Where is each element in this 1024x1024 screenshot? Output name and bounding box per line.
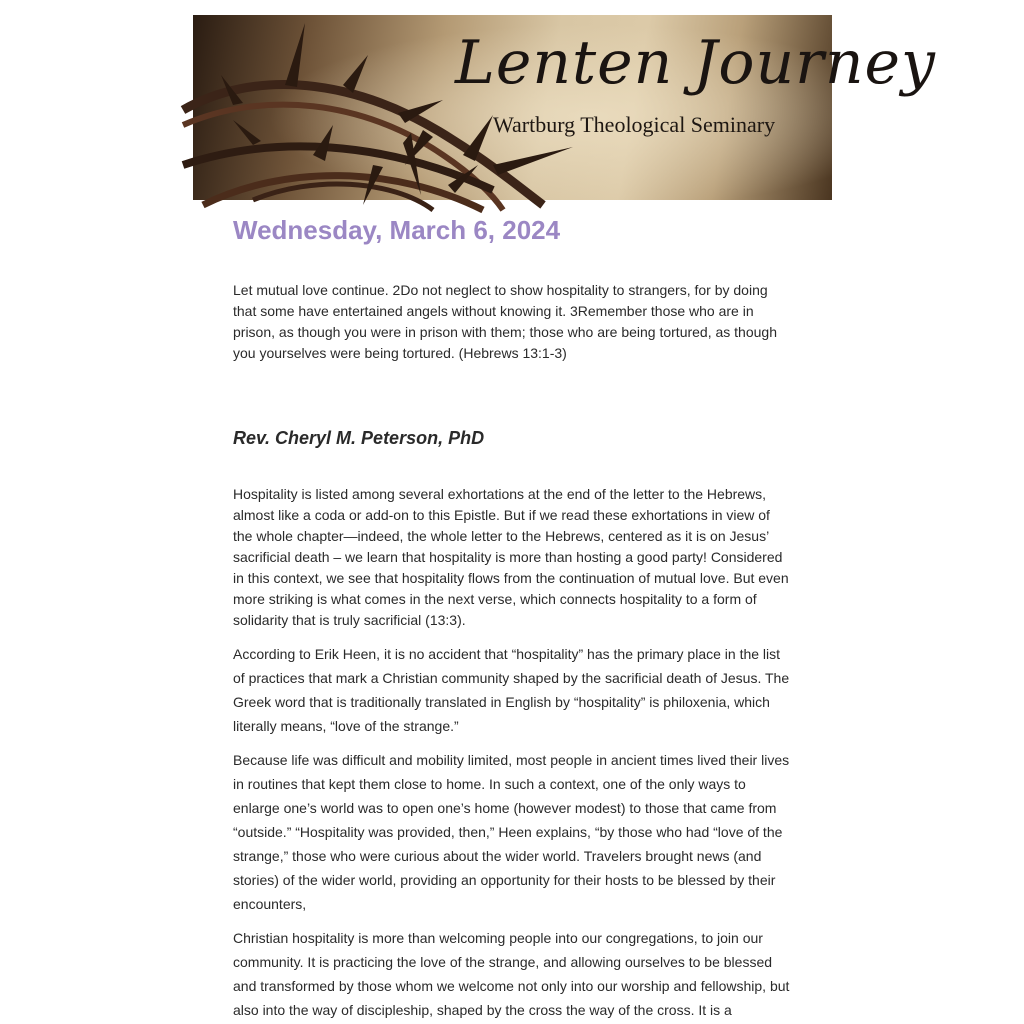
devotional-date: Wednesday, March 6, 2024: [233, 215, 561, 245]
body-paragraph: Hospitality is listed among several exhortations at the end of the letter to the Hebrews, almost like a coda or add-on to this Epistle. But if we read these exhortations in view of the whole chapter—indeed, the whole letter to the Hebrews, centered as it is on Jesus’ sacrificial death – we learn that hospitality is more than hosting a good party! Considered in this context, we see that hospitality flows from the continuation of mutual love. But even more striking is what comes in the next verse, which connects hospitality to a form of solidarity that is truly sacrificial (13:3).: [233, 486, 789, 628]
body-paragraph: According to Erik Heen, it is no accident that “hospitality” has the primary place in the list of practices that mark a Christian community shaped by the sacrificial death of Jesus. The Greek word that is traditionally translated in English by “hospitality” is philoxenia, which literally means, “love of the strange.”: [233, 646, 790, 734]
author-name: Rev. Cheryl M. Peterson, PhD: [233, 428, 485, 448]
body-paragraph: Because life was difficult and mobility limited, most people in ancient times lived their lives in routines that kept them close to home. In such a context, one of the only ways to enlarge one’s world was to open one’s home (however modest) to those that came from “outside.” “Hospitality was provided, then,” Heen explains, “by those who had “love of the strange,” those who were curious about the wider world. Travelers brought news (and stories) of the wider world, providing an opportunity for their hosts to be blessed by their encounters,: [233, 752, 790, 912]
banner-title: Lenten Journey: [455, 28, 936, 98]
banner-subtitle: Wartburg Theological Seminary: [493, 112, 776, 137]
header-banner: [193, 15, 936, 200]
scripture-passage: Let mutual love continue. 2Do not neglect to show hospitality to strangers, for by doing that some have entertained angels without knowing it. 3Remember those who are in prison, as though you were in prison with them; those who are being tortured, as though you yourselves were being tortured. (Hebrews 13:1-3): [233, 282, 777, 361]
body-paragraph: Christian hospitality is more than welcoming people into our congregations, to join our community. It is practicing the love of the strange, and allowing ourselves to be blessed and transformed by those whom we welcome not only into our worship and fellowship, but also into the way of discipleship, shaped by the cross the way of the cross. It is a: [233, 930, 790, 1018]
